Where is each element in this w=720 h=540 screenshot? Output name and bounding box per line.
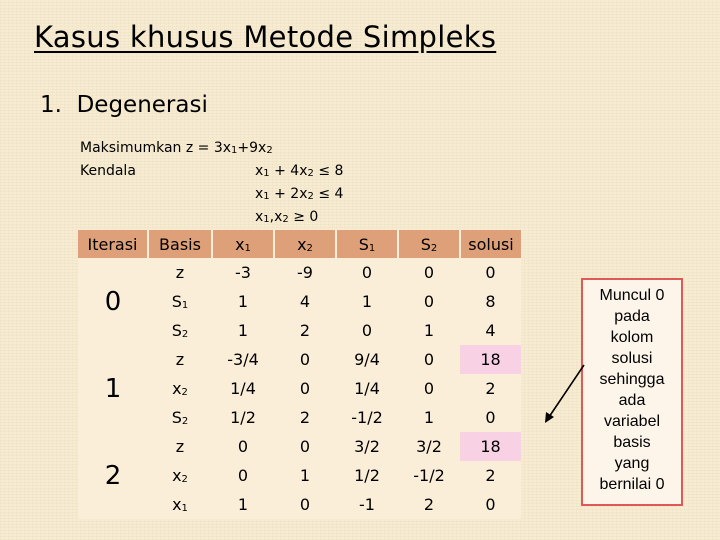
coefficient-cell: 9/4 (354, 350, 380, 369)
basis-sub: 1 (181, 300, 189, 311)
header-x2 (274, 230, 336, 258)
coefficient-cell: 0 (361, 263, 373, 282)
solution-cell: 0 (485, 263, 496, 282)
table-header-row (78, 230, 521, 258)
coefficient-cell: 1/2 (230, 408, 256, 427)
solution-cell: 2 (485, 466, 496, 485)
c-sub: 1 (263, 168, 270, 179)
annotation-line: pada (614, 308, 650, 325)
c-part: ≤ 8 (313, 163, 344, 179)
coefficient-cell: -9 (297, 263, 313, 282)
objective-part: Maksimumkan z = 3x (80, 140, 232, 156)
objective-sub: 2 (266, 145, 273, 156)
header-basis: Basis (148, 230, 212, 258)
objective-sub: 1 (231, 145, 238, 156)
basis-cell (148, 345, 212, 374)
coefficient-cell: 0 (423, 292, 435, 311)
basis-sub: 2 (181, 329, 189, 340)
basis-cell (148, 258, 212, 287)
basis-var: z (175, 350, 185, 369)
coefficient-cell: 0 (237, 437, 249, 456)
coefficient-cell: 1/2 (354, 466, 380, 485)
coefficient-cell: 1 (237, 495, 249, 514)
basis-cell (148, 287, 212, 316)
objective-function (80, 137, 273, 162)
c-part: x (255, 186, 264, 202)
coefficient-cell: 0 (423, 379, 435, 398)
coefficient-cell: 3/2 (416, 437, 442, 456)
h-text: S (358, 234, 369, 254)
table-row (78, 432, 521, 461)
basis-cell (148, 432, 212, 461)
coefficient-cell: 0 (299, 495, 311, 514)
coefficient-cell: 2 (299, 321, 311, 340)
coefficient-cell: 0 (299, 350, 311, 369)
table-body (78, 258, 521, 519)
h-sub: 1 (244, 242, 251, 254)
coefficient-cell: -1/2 (413, 466, 445, 485)
solution-cell: 8 (485, 292, 496, 311)
basis-cell (148, 316, 212, 345)
coefficient-cell: 1 (299, 466, 311, 485)
constraint-nonneg (255, 206, 318, 231)
section-number: 1. (40, 92, 62, 118)
annotation-line: kolom (610, 329, 654, 346)
coefficient-cell: 2 (299, 408, 311, 427)
basis-var: z (175, 437, 185, 456)
coefficient-cell: 0 (237, 466, 249, 485)
basis-sub: 1 (181, 503, 188, 514)
c-part: + 4x (269, 163, 308, 179)
basis-sub: 2 (181, 416, 189, 427)
h-sub: 2 (430, 242, 438, 254)
solution-cell: 2 (485, 379, 496, 398)
c-part: ≥ 0 (288, 209, 319, 225)
page-title: Kasus khusus Metode Simpleks (34, 20, 497, 54)
basis-var: z (175, 263, 185, 282)
header-solusi: solusi (460, 230, 521, 258)
h-text: x (235, 234, 245, 254)
basis-var: S (171, 408, 182, 427)
c-sub: 2 (307, 191, 314, 202)
header-s1 (336, 230, 398, 258)
annotation-line: yang (614, 455, 650, 472)
coefficient-cell: 0 (423, 350, 435, 369)
table-row (78, 345, 521, 374)
h-text: x (297, 234, 307, 254)
coefficient-cell: 0 (299, 379, 311, 398)
objective-part: +9x (237, 140, 267, 156)
coefficient-cell: 0 (361, 321, 373, 340)
coefficient-cell: -1/2 (351, 408, 383, 427)
coefficient-cell: 1/4 (354, 379, 380, 398)
basis-var: S (171, 292, 182, 311)
annotation-line: ada (618, 392, 646, 409)
basis-sub: 2 (181, 474, 188, 485)
basis-cell (148, 374, 212, 403)
annotation-line: variabel (603, 413, 661, 430)
iteration-label: 1 (104, 373, 122, 404)
c-sub: 2 (307, 168, 314, 179)
solution-cell: 0 (485, 495, 496, 514)
basis-var: S (171, 321, 182, 340)
c-part: ,x (269, 209, 283, 225)
annotation-callout (581, 278, 683, 506)
annotation-line: sehingga (599, 371, 665, 388)
constraint-label: Kendala (80, 163, 136, 179)
coefficient-cell: 0 (299, 437, 311, 456)
h-sub: 2 (306, 242, 313, 254)
basis-var: x (172, 466, 182, 485)
coefficient-cell: 3/2 (354, 437, 380, 456)
coefficient-cell: 2 (423, 495, 435, 514)
annotation-line: basis (613, 434, 651, 451)
coefficient-cell: 1 (361, 292, 373, 311)
c-sub: 1 (263, 191, 270, 202)
simplex-table (78, 230, 521, 519)
annotation-line: Muncul 0 (599, 287, 665, 304)
coefficient-cell: -3/4 (227, 350, 259, 369)
iteration-label: 2 (104, 460, 122, 491)
c-part: x (255, 163, 264, 179)
coefficient-cell: 1 (423, 408, 435, 427)
section-name: Degenerasi (76, 92, 208, 118)
c-sub: 2 (282, 214, 289, 225)
header-iterasi: Iterasi (78, 230, 148, 258)
h-text: S (420, 234, 431, 254)
basis-cell (148, 461, 212, 490)
h-sub: 1 (368, 242, 376, 254)
c-part: ≤ 4 (313, 186, 344, 202)
c-part: + 2x (269, 186, 308, 202)
basis-sub: 2 (181, 387, 188, 398)
basis-cell (148, 403, 212, 432)
solution-cell: 18 (460, 432, 521, 461)
coefficient-cell: 1 (237, 321, 249, 340)
c-part: x (255, 209, 264, 225)
constraint-2 (255, 183, 343, 208)
coefficient-cell: 1 (237, 292, 249, 311)
basis-var: x (172, 495, 182, 514)
coefficient-cell: 1 (423, 321, 435, 340)
section-heading (40, 92, 208, 118)
basis-cell (148, 490, 212, 519)
coefficient-cell: 1/4 (230, 379, 256, 398)
annotation-line: solusi (611, 350, 653, 367)
iteration-label: 0 (104, 286, 122, 317)
header-s2 (398, 230, 460, 258)
coefficient-cell: -1 (359, 495, 375, 514)
coefficient-cell: -3 (235, 263, 251, 282)
constraint-1 (255, 160, 343, 185)
basis-var: x (172, 379, 182, 398)
coefficient-cell: 0 (423, 263, 435, 282)
solution-cell: 18 (460, 345, 521, 374)
c-sub: 1 (263, 214, 270, 225)
table-row (78, 258, 521, 287)
solution-cell: 0 (485, 408, 496, 427)
coefficient-cell: 4 (299, 292, 311, 311)
annotation-line: bernilai 0 (599, 476, 665, 493)
header-x1 (212, 230, 274, 258)
solution-cell: 4 (485, 321, 496, 340)
